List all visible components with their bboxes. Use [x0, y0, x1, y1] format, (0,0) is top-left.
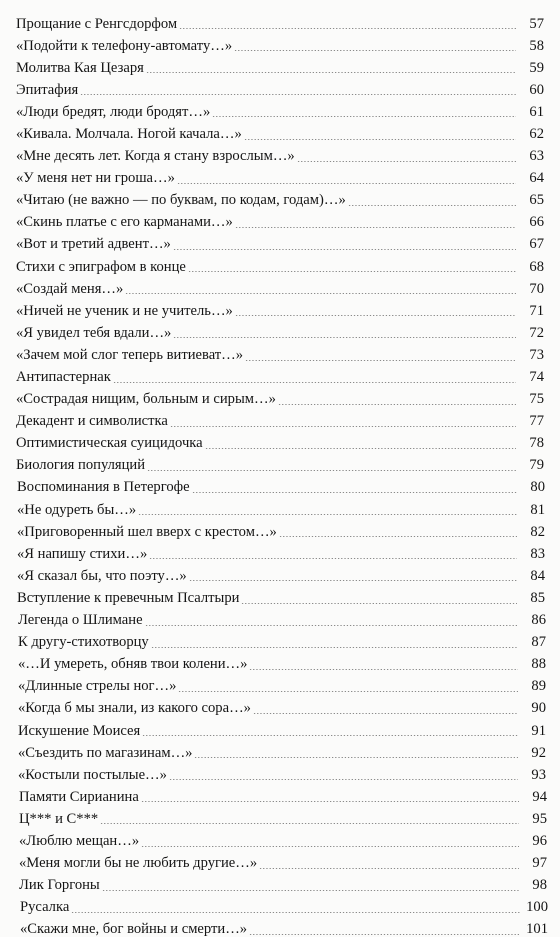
toc-entry — [18, 694, 546, 716]
dot-leader — [146, 72, 516, 73]
dot-leader — [212, 116, 516, 117]
toc-entry-page-number: 81 — [530, 501, 545, 518]
dot-leader — [194, 757, 518, 758]
toc-entry-title: «Читаю (не важно — по буквам, по кодам, годам)…» — [16, 192, 346, 209]
toc-entry-page-number: 65 — [529, 192, 544, 209]
toc-entry-page-number: 72 — [529, 324, 544, 341]
toc-entry-page-number: 68 — [529, 258, 544, 275]
toc-entry-title: «Ничей не ученик и не учитель…» — [16, 302, 233, 319]
dot-leader — [113, 382, 516, 383]
toc-entry-title: «Создай меня…» — [16, 280, 124, 297]
dot-leader — [141, 846, 519, 847]
dot-leader — [102, 890, 519, 891]
dot-leader — [179, 28, 516, 29]
toc-entry-title: К другу-стихотворцу — [18, 634, 149, 651]
toc-entry-title: «Сострадая нищим, больным и сирым…» — [16, 391, 276, 408]
toc-entry — [16, 318, 544, 340]
toc-entry — [16, 142, 544, 164]
toc-entry-title: «Люди бредят, люди бродят…» — [16, 103, 211, 120]
toc-entry-title: «У меня нет ни гроша…» — [16, 170, 175, 187]
toc-entry-title: Стихи с эпиграфом в конце — [16, 258, 186, 275]
toc-entry — [19, 849, 547, 871]
toc-entry — [16, 274, 544, 296]
toc-entry-title: Искушение Моисея — [18, 722, 141, 739]
toc-entry-title: «Меня могли бы не любить другие…» — [19, 855, 258, 872]
dot-leader — [192, 492, 517, 493]
dot-leader — [189, 580, 517, 581]
toc-entry-title: Легенда о Шлимане — [18, 612, 143, 629]
toc-entry-page-number: 80 — [530, 479, 545, 496]
toc-entry-page-number: 67 — [529, 236, 544, 253]
dot-leader — [80, 94, 516, 95]
toc-entry-page-number: 61 — [529, 103, 544, 120]
toc-entry-title: «Съездить по магазинам…» — [18, 744, 193, 761]
dot-leader — [188, 271, 516, 272]
toc-entry-page-number: 75 — [529, 391, 544, 408]
dot-leader — [100, 823, 519, 824]
toc-entry — [18, 716, 546, 738]
toc-entry-title: «Зачем мой слог теперь витиеват…» — [16, 346, 244, 363]
toc-entry — [17, 517, 545, 539]
toc-entry-title: Прощание с Ренгсдорфом — [16, 15, 178, 32]
toc-entry-title: Биология популяций — [16, 457, 146, 474]
toc-entry-title: «Не одуреть бы…» — [17, 501, 137, 518]
toc-entry-page-number: 97 — [532, 855, 547, 872]
toc-entry-page-number: 62 — [529, 125, 544, 142]
toc-entry — [18, 650, 546, 672]
toc-entry-page-number: 78 — [529, 435, 544, 452]
toc-entry — [16, 186, 544, 208]
dot-leader — [259, 868, 519, 869]
toc-entry-title: «Мне десять лет. Когда я стану взрослым…» — [16, 148, 295, 165]
toc-entry-page-number: 59 — [529, 59, 544, 76]
toc-entry — [16, 9, 544, 31]
toc-entry — [19, 826, 547, 848]
toc-entry-title: Лик Горгоны — [19, 877, 100, 894]
toc-entry — [16, 451, 544, 473]
table-of-contents — [0, 9, 560, 937]
toc-entry-page-number: 77 — [529, 413, 544, 430]
toc-entry-title: «Люблю мещан…» — [19, 832, 140, 849]
toc-entry-title: «Я напишу стихи…» — [17, 545, 148, 562]
dot-leader — [71, 912, 520, 913]
toc-entry-page-number: 85 — [530, 589, 545, 606]
toc-entry — [16, 75, 544, 97]
toc-entry-title: Ц*** и С*** — [19, 810, 99, 827]
toc-entry — [18, 760, 546, 782]
toc-entry-title: «Кивала. Молчала. Ногой качала…» — [16, 125, 242, 142]
toc-entry — [17, 539, 545, 561]
toc-entry-page-number: 88 — [531, 656, 546, 673]
toc-entry-page-number: 57 — [529, 15, 544, 32]
toc-entry-page-number: 92 — [531, 744, 546, 761]
toc-entry — [16, 296, 544, 318]
toc-entry-title: Оптимистическая суицидочка — [16, 435, 203, 452]
toc-entry-page-number: 84 — [530, 567, 545, 584]
toc-entry-page-number: 58 — [529, 37, 544, 54]
toc-entry-title: «Приговоренный шел вверх с крестом…» — [17, 523, 277, 540]
dot-leader — [241, 603, 517, 604]
toc-entry — [18, 606, 546, 628]
toc-entry — [18, 672, 546, 694]
toc-entry-page-number: 64 — [529, 170, 544, 187]
toc-entry-page-number: 63 — [529, 148, 544, 165]
toc-entry — [16, 407, 544, 429]
toc-entry-page-number: 98 — [532, 877, 547, 894]
toc-entry — [17, 495, 545, 517]
toc-entry-page-number: 95 — [532, 810, 547, 827]
toc-entry-page-number: 100 — [526, 899, 548, 916]
dot-leader — [173, 249, 516, 250]
dot-leader — [147, 470, 516, 471]
toc-entry-title: Воспоминания в Петергофе — [17, 479, 190, 496]
toc-entry — [20, 915, 548, 937]
toc-entry — [17, 473, 545, 495]
toc-entry — [18, 628, 546, 650]
dot-leader — [278, 404, 516, 405]
dot-leader — [170, 426, 516, 427]
toc-entry-page-number: 96 — [532, 832, 547, 849]
dot-leader — [177, 183, 516, 184]
toc-entry-page-number: 86 — [531, 612, 546, 629]
toc-entry-page-number: 66 — [529, 214, 544, 231]
toc-entry-title: «Скажи мне, бог войны и смерти…» — [20, 921, 248, 937]
toc-entry-page-number: 89 — [531, 678, 546, 695]
toc-entry — [16, 164, 544, 186]
toc-entry-page-number: 83 — [530, 545, 545, 562]
toc-entry-title: Русалка — [20, 899, 70, 916]
dot-leader — [234, 50, 516, 51]
toc-entry — [16, 119, 544, 141]
toc-entry — [20, 893, 548, 915]
toc-entry — [16, 363, 544, 385]
toc-entry — [19, 804, 547, 826]
toc-entry — [17, 583, 545, 605]
dot-leader — [169, 779, 518, 780]
toc-entry-title: «Скинь платье с его карманами…» — [16, 214, 233, 231]
toc-entry-title: Эпитафия — [16, 81, 79, 98]
toc-entry — [16, 230, 544, 252]
toc-entry-page-number: 73 — [529, 346, 544, 363]
toc-entry — [17, 561, 545, 583]
toc-entry-title: «Подойти к телефону-автомату…» — [16, 37, 233, 54]
toc-entry — [16, 429, 544, 451]
toc-entry-page-number: 82 — [530, 523, 545, 540]
toc-entry — [18, 738, 546, 760]
toc-entry-page-number: 87 — [531, 634, 546, 651]
dot-leader — [348, 205, 516, 206]
toc-entry-page-number: 70 — [529, 280, 544, 297]
toc-entry — [16, 340, 544, 362]
dot-leader — [297, 161, 516, 162]
toc-entry-title: Молитва Кая Цезаря — [16, 59, 144, 76]
dot-leader — [249, 669, 518, 670]
toc-entry — [16, 208, 544, 230]
dot-leader — [178, 691, 518, 692]
toc-entry-title: «Длинные стрелы ног…» — [18, 678, 177, 695]
toc-entry-title: «Вот и третий адвент…» — [16, 236, 171, 253]
dot-leader — [235, 227, 516, 228]
dot-leader — [142, 735, 518, 736]
toc-entry — [16, 252, 544, 274]
dot-leader — [245, 360, 516, 361]
toc-entry — [16, 385, 544, 407]
toc-entry-page-number: 60 — [529, 81, 544, 98]
toc-entry — [19, 782, 547, 804]
dot-leader — [244, 139, 516, 140]
toc-entry-title: «…И умереть, обняв твои колени…» — [18, 656, 248, 673]
dot-leader — [141, 801, 519, 802]
dot-leader — [125, 293, 516, 294]
toc-entry-title: Вступление к превечным Псалтыри — [17, 589, 240, 606]
dot-leader — [279, 536, 517, 537]
toc-entry-title: «Когда б мы знали, из какого сора…» — [18, 700, 251, 717]
toc-entry-title: Антипастернак — [16, 369, 111, 385]
dot-leader — [253, 713, 518, 714]
dot-leader — [151, 647, 518, 648]
toc-entry-page-number: 101 — [526, 921, 548, 937]
dot-leader — [249, 934, 520, 935]
toc-entry — [19, 871, 547, 893]
toc-entry-title: «Я сказал бы, что поэту…» — [17, 567, 187, 584]
toc-entry-title: «Я увидел тебя вдали…» — [16, 324, 172, 341]
dot-leader — [235, 315, 516, 316]
toc-entry-page-number: 71 — [529, 302, 544, 319]
dot-leader — [205, 448, 516, 449]
toc-entry-page-number: 94 — [532, 788, 547, 805]
dot-leader — [173, 337, 516, 338]
toc-entry-page-number: 93 — [531, 766, 546, 783]
dot-leader — [145, 625, 518, 626]
toc-entry — [16, 97, 544, 119]
toc-entry-title: Памяти Сирианина — [19, 788, 139, 805]
toc-entry-title: «Костыли постылые…» — [18, 766, 167, 783]
toc-entry-title: Декадент и символистка — [16, 413, 168, 430]
toc-entry — [16, 31, 544, 53]
toc-entry — [16, 53, 544, 75]
toc-entry-page-number: 74 — [529, 369, 544, 385]
toc-entry-page-number: 79 — [529, 457, 544, 474]
dot-leader — [149, 558, 517, 559]
toc-entry-page-number: 90 — [531, 700, 546, 717]
dot-leader — [138, 514, 517, 515]
toc-entry-page-number: 91 — [531, 722, 546, 739]
